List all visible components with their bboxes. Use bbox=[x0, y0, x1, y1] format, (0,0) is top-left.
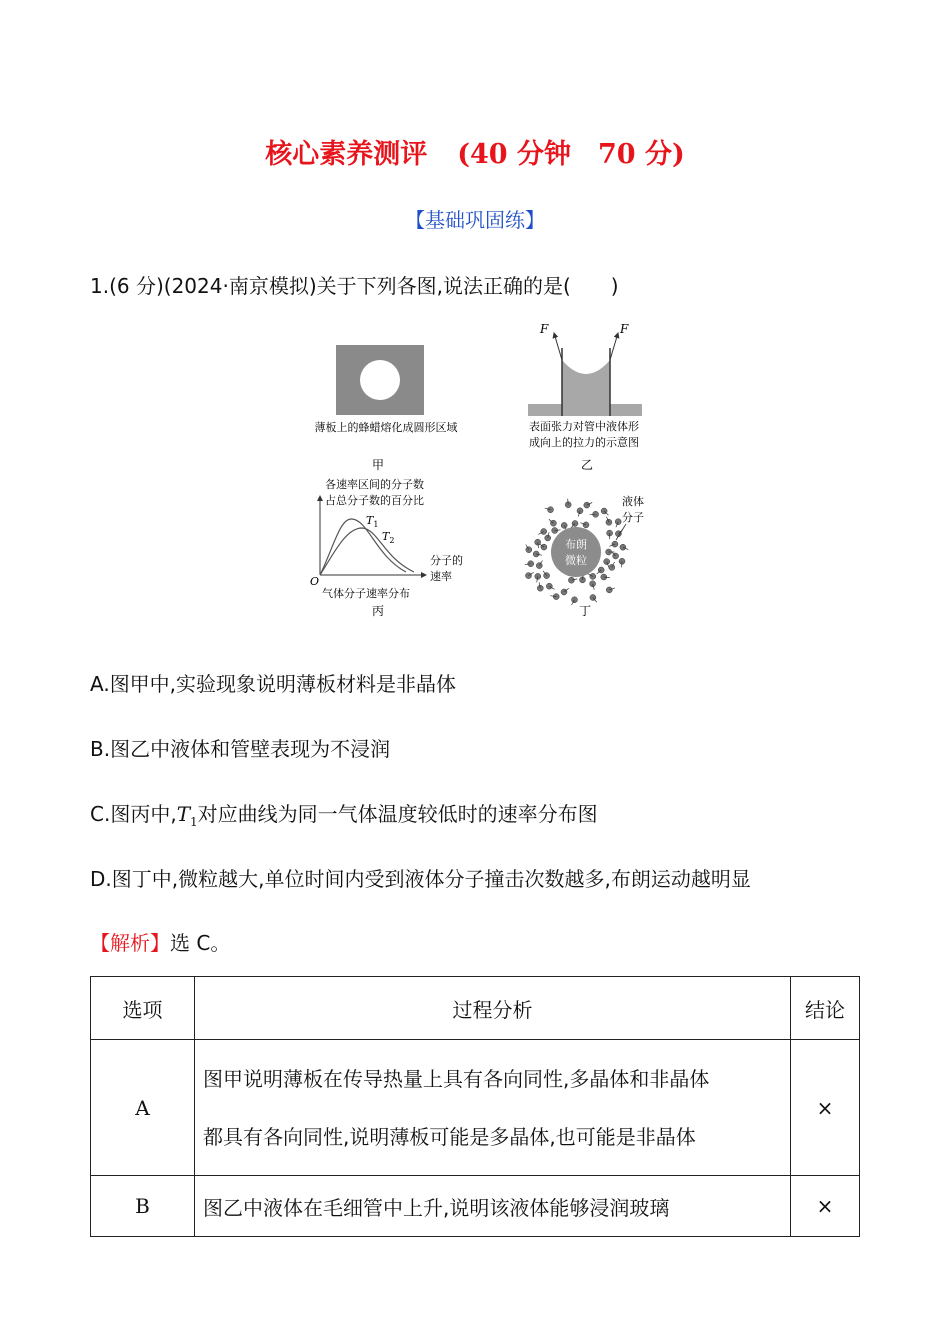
liquid-molecule bbox=[606, 587, 612, 593]
question-stem: 1.(6 分)(2024·南京模拟)关于下列各图,说法正确的是( ) bbox=[90, 274, 619, 298]
figure-bing bbox=[310, 477, 463, 618]
table-header-row bbox=[91, 977, 860, 1040]
row-b-analysis: 图乙中液体在毛细管中上升,说明该液体能够浸润玻璃 bbox=[195, 1176, 791, 1237]
option-a: A.图甲中,实验现象说明薄板材料是非晶体 bbox=[90, 672, 457, 696]
table-row bbox=[91, 1040, 860, 1176]
row-a-analysis bbox=[195, 1040, 791, 1176]
section-heading: 【基础巩固练】 bbox=[405, 208, 545, 232]
yi-caption-line1: 表面张力对管中液体形 bbox=[529, 420, 639, 433]
force-arrow-left bbox=[554, 333, 562, 360]
liquid-molecule bbox=[528, 561, 534, 567]
bing-ylabel-line2: 占总分子数的百分比 bbox=[325, 494, 424, 507]
option-c-prefix: C.图丙中, bbox=[90, 802, 177, 826]
yi-caption-line2: 成向上的拉力的示意图 bbox=[529, 436, 639, 449]
answer-tag: 【解析】 bbox=[90, 931, 170, 955]
liquid-molecule bbox=[541, 529, 547, 535]
liquid-molecule bbox=[541, 544, 547, 550]
liquid-molecule bbox=[590, 581, 596, 587]
bing-origin-label: O bbox=[310, 575, 320, 588]
figure-jia bbox=[315, 345, 458, 472]
bing-T1-label: $T_1$ bbox=[366, 514, 379, 529]
liquid-molecule bbox=[577, 508, 583, 514]
table-row bbox=[91, 1176, 860, 1237]
title-text: 核心素养测评 bbox=[265, 139, 428, 170]
force-arrow-right bbox=[610, 333, 618, 360]
bing-ylabel-line1: 各速率区间的分子数 bbox=[325, 478, 424, 491]
bing-caption: 气体分子速率分布 bbox=[322, 587, 410, 600]
header-result: 结论 bbox=[791, 977, 860, 1040]
analysis-table bbox=[90, 976, 860, 1237]
liquid-molecule bbox=[546, 583, 552, 589]
liquid-molecule bbox=[590, 573, 596, 579]
ding-liquid-line1: 液体 bbox=[622, 495, 644, 508]
yi-label: 乙 bbox=[580, 458, 594, 472]
bing-label: 丙 bbox=[371, 604, 385, 618]
curve-T1 bbox=[320, 519, 406, 575]
row-a-option: A bbox=[91, 1040, 195, 1176]
option-c-sub: 1 bbox=[190, 815, 198, 829]
bing-xlabel-line1: 分子的 bbox=[430, 554, 463, 567]
option-d: D.图丁中,微粒越大,单位时间内受到液体分子撞击次数越多,布朗运动越明显 bbox=[90, 867, 751, 891]
figure-yi bbox=[528, 322, 642, 472]
liquid-molecule bbox=[609, 564, 615, 570]
option-c-suffix: 对应曲线为同一气体温度较低时的速率分布图 bbox=[197, 802, 598, 826]
liquid-molecule bbox=[612, 541, 618, 547]
answer-text: 选 C。 bbox=[170, 931, 231, 955]
page-title bbox=[0, 132, 950, 171]
option-b: B.图乙中液体和管壁表现为不浸润 bbox=[90, 737, 391, 761]
ding-liquid-line2: 分子 bbox=[622, 511, 644, 524]
force-label-right: F bbox=[620, 322, 629, 336]
force-label-left: F bbox=[540, 322, 549, 336]
melted-wax-circle bbox=[360, 360, 400, 400]
liquid-trough bbox=[528, 404, 642, 416]
liquid-molecule bbox=[604, 559, 610, 565]
header-option: 选项 bbox=[91, 977, 195, 1040]
molecule-velocity-arrow bbox=[568, 499, 569, 505]
row-a-line2: 都具有各向同性,说明薄板可能是多晶体,也可能是非晶体 bbox=[203, 1124, 696, 1149]
ding-particle-line2: 微粒 bbox=[565, 554, 587, 567]
row-b-result: × bbox=[791, 1176, 860, 1237]
row-b-option: B bbox=[91, 1176, 195, 1237]
liquid-molecule bbox=[548, 507, 554, 513]
jia-label: 甲 bbox=[371, 458, 385, 472]
row-a-line1: 图甲说明薄板在传导热量上具有各向同性,多晶体和非晶体 bbox=[203, 1066, 710, 1091]
liquid-molecule bbox=[526, 547, 532, 553]
bing-xlabel-line2: 速率 bbox=[430, 570, 452, 583]
answer-line bbox=[90, 927, 230, 956]
ding-particle-line1: 布朗 bbox=[565, 538, 587, 551]
jia-caption: 薄板上的蜂蜡熔化成圆形区域 bbox=[314, 421, 458, 434]
question-figure bbox=[300, 318, 670, 623]
liquid-molecule bbox=[583, 522, 589, 528]
option-c bbox=[90, 798, 598, 829]
figure-ding bbox=[525, 494, 644, 618]
brownian-particle bbox=[551, 527, 601, 577]
header-process: 过程分析 bbox=[195, 977, 791, 1040]
ding-label: 丁 bbox=[578, 604, 592, 618]
title-time-info: (40 分钟 70 分) bbox=[457, 139, 685, 170]
option-c-T: T bbox=[176, 802, 191, 826]
bing-T2-label: $T_2$ bbox=[382, 530, 395, 545]
row-a-result: × bbox=[791, 1040, 860, 1176]
